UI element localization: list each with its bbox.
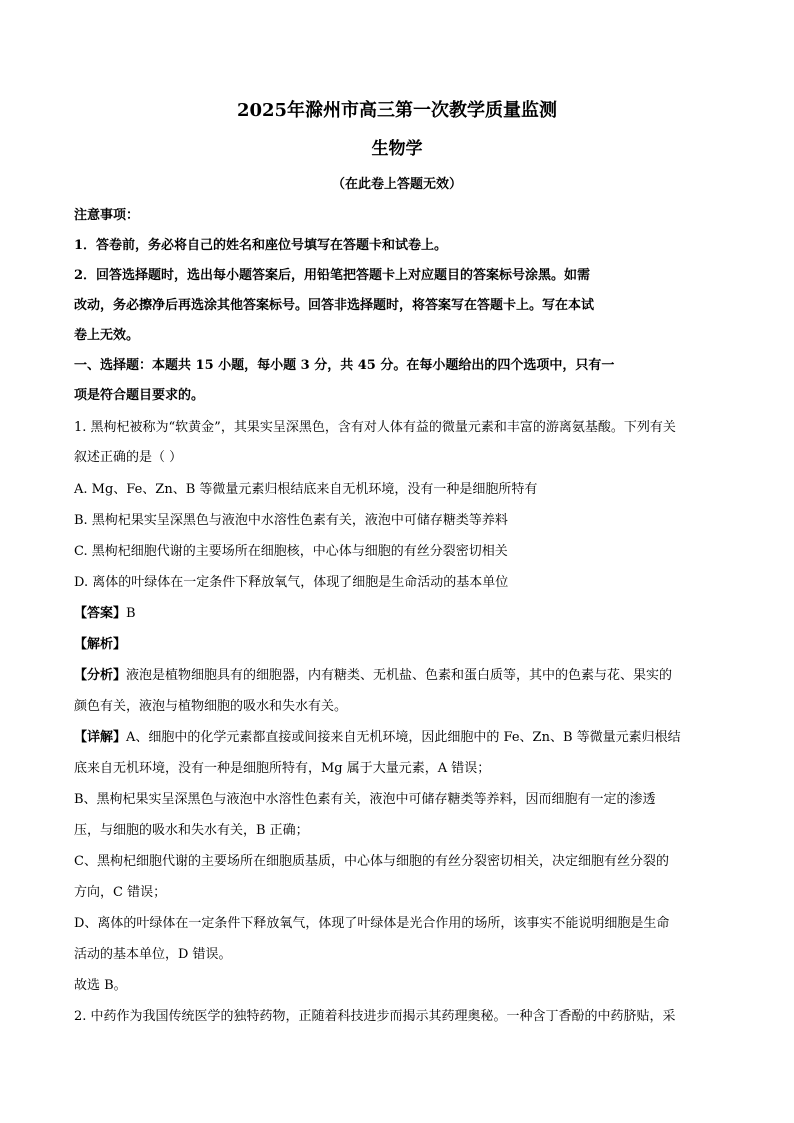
explain-b-line-2: 压，与细胞的吸水和失水有关，B 正确；	[74, 823, 309, 838]
explain-d-line-2: 活动的基本单位，D 错误。	[74, 947, 232, 962]
answer-value: B	[126, 606, 136, 621]
instruction-item-2-line-3: 卷上无效。	[74, 328, 140, 343]
explain-b-line-1: B、黑枸杞果实呈深黑色与液泡中水溶性色素有关，液泡中可储存糖类等养料，因而细胞有一定的渗透	[74, 792, 656, 807]
section-heading-line-1: 一、选择题：本题共 15 小题，每小题 3 分，共 45 分。在每小题给出的四个选项中，只有一	[74, 358, 615, 373]
fenxi-text-1: 液泡是植物细胞具有的细胞器，内有糖类、无机盐、色素和蛋白质等，其中的色素与花、果实的	[126, 668, 673, 683]
xiangjie-text-1: A、细胞中的化学元素都直接或间接来自无机环境，因此细胞中的 Fe、Zn、B 等微量元素归根结	[126, 730, 681, 745]
subject-title: 生物学	[371, 139, 423, 159]
fenxi-line-2: 颜色有关，液泡与植物细胞的吸水和失水有关。	[74, 699, 348, 714]
analysis-label: 【解析】	[74, 637, 127, 652]
xiangjie-line-1	[74, 729, 681, 747]
exam-title: 2025年滁州市高三第一次教学质量监测	[236, 100, 558, 121]
instruction-item-1: 1．答卷前，务必将自己的姓名和座位号填写在答题卡和试卷上。	[74, 238, 448, 253]
xiangjie-line-2: 底来自无机环境，没有一种是细胞所特有，Mg 属于大量元素，A 错误；	[74, 761, 491, 776]
instruction-item-2-line-2: 改动，务必擦净后再选涂其他答案标号。回答非选择题时，将答案写在答题卡上。写在本试	[74, 298, 595, 313]
question-2-stem-line-1: 2. 中药作为我国传统医学的独特药物，正随着科技进步而揭示其药理奥秘。一种含丁香酚的中药脐贴，采	[74, 1009, 676, 1024]
fenxi-label: 【分析】	[74, 668, 127, 683]
answer-line	[74, 605, 136, 623]
answer-label: 【答案】	[74, 606, 127, 621]
question-1-option-b: B. 黑枸杞果实呈深黑色与液泡中水溶性色素有关，液泡中可储存糖类等养料	[74, 513, 508, 528]
section-heading-line-2: 项是符合题目要求的。	[74, 388, 205, 403]
exam-note: （在此卷上答题无效）	[331, 177, 462, 192]
question-1-option-d: D. 离体的叶绿体在一定条件下释放氧气，体现了细胞是生命活动的基本单位	[74, 575, 509, 590]
question-1-option-c: C. 黑枸杞细胞代谢的主要场所在细胞核，中心体与细胞的有丝分裂密切相关	[74, 544, 508, 559]
explain-c-line-1: C、黑枸杞细胞代谢的主要场所在细胞质基质，中心体与细胞的有丝分裂密切相关，决定细胞有丝分裂的	[74, 854, 669, 869]
question-1-option-a: A. Mg、Fe、Zn、B 等微量元素归根结底来自无机环境，没有一种是细胞所特有	[74, 482, 538, 497]
xiangjie-label: 【详解】	[74, 730, 127, 745]
instruction-item-2-line-1: 2．回答选择题时，选出每小题答案后，用铅笔把答题卡上对应题目的答案标号涂黑。如需	[74, 268, 591, 283]
question-1-stem-line-2: 叙述正确的是（ ）	[74, 450, 183, 465]
explain-c-line-2: 方向，C 错误；	[74, 885, 167, 900]
instructions-heading: 注意事项：	[74, 208, 140, 223]
fenxi-line-1	[74, 667, 672, 685]
conclusion: 故选 B。	[74, 978, 127, 993]
question-1-stem-line-1: 1. 黑枸杞被称为“软黄金”，其果实呈深黑色，含有对人体有益的微量元素和丰富的游离氨基酸。下列有关	[74, 420, 676, 435]
explain-d-line-1: D、离体的叶绿体在一定条件下释放氧气，体现了叶绿体是光合作用的场所，该事实不能说明细胞是生命	[74, 916, 670, 931]
